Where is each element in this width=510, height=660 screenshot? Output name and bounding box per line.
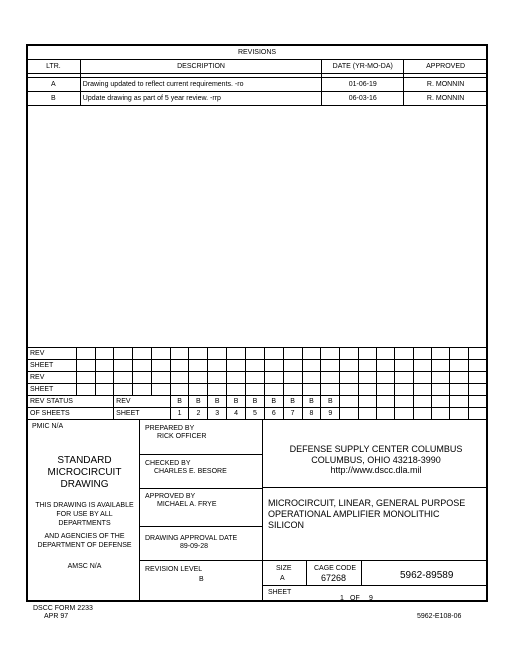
grid-cell xyxy=(151,384,170,396)
sheet-number-cell: 7 xyxy=(283,408,302,420)
grid-cell xyxy=(283,384,302,396)
revision-date: 06-03-16 xyxy=(322,92,404,106)
grid-cell xyxy=(395,384,413,396)
revision-date: 01-06-19 xyxy=(322,78,404,92)
grid-cell xyxy=(132,348,151,360)
drawing-title-line-2: OPERATIONAL AMPLIFIER MONOLITHIC xyxy=(268,509,440,519)
grid-cell xyxy=(76,384,95,396)
rev-status-value: B xyxy=(227,396,246,408)
grid-cell xyxy=(302,360,321,372)
drawing-title-line-3: SILICON xyxy=(268,520,305,530)
grid-cell xyxy=(376,348,394,360)
grid-cell xyxy=(395,360,413,372)
grid-cell xyxy=(246,384,265,396)
amsc-text: AMSC N/A xyxy=(67,563,102,570)
form-date: APR 97 xyxy=(44,613,69,620)
grid-cell xyxy=(76,348,95,360)
pmic-box xyxy=(27,419,140,602)
dwg-number: 5962-89589 xyxy=(400,570,454,581)
grid-cell xyxy=(413,408,431,420)
grid-cell xyxy=(114,360,133,372)
grid-cell xyxy=(189,384,208,396)
date-header: DATE (YR-MO-DA) xyxy=(322,60,404,74)
ltr-header: LTR. xyxy=(27,60,81,74)
grid-cell xyxy=(358,384,376,396)
cage-code-box xyxy=(306,560,362,586)
dscc-line-2: COLUMBUS, OHIO 43218-3990 xyxy=(311,455,441,465)
grid-cell xyxy=(358,396,376,408)
grid-cell xyxy=(246,360,265,372)
grid-cell xyxy=(151,360,170,372)
grid-cell xyxy=(358,408,376,420)
size-label: SIZE xyxy=(276,565,292,572)
grid-cell xyxy=(170,360,189,372)
agencies-line-2: DEPARTMENT OF DEFENSE xyxy=(37,542,132,549)
grid-cell xyxy=(246,372,265,384)
grid-cell xyxy=(395,348,413,360)
checked-label: CHECKED BY xyxy=(145,460,191,467)
standard-text: STANDARD xyxy=(57,455,112,466)
grid-cell xyxy=(76,372,95,384)
grid-cell xyxy=(302,372,321,384)
grid-rev-label: REV xyxy=(28,348,77,360)
prepared-label: PREPARED BY xyxy=(145,425,195,432)
checked-name: CHARLES E. BESORE xyxy=(154,468,227,475)
grid-cell xyxy=(468,360,486,372)
grid-cell xyxy=(376,408,394,420)
grid-cell xyxy=(358,360,376,372)
grid-cell xyxy=(413,384,431,396)
rev-status-value: B xyxy=(246,396,265,408)
grid-cell xyxy=(227,348,246,360)
revision-ltr: B xyxy=(27,92,81,106)
grid-cell xyxy=(264,384,283,396)
grid-cell xyxy=(264,372,283,384)
pmic-text: PMIC N/A xyxy=(32,423,64,430)
document-number: 5962-E108-06 xyxy=(417,613,462,620)
grid-row-rev-2 xyxy=(28,372,487,384)
grid-cell xyxy=(450,396,468,408)
dscc-url: http://www.dscc.dla.mil xyxy=(330,465,422,475)
grid-cell xyxy=(431,408,449,420)
grid-cell xyxy=(246,348,265,360)
available-line-2: FOR USE BY ALL xyxy=(56,511,113,518)
grid-cell xyxy=(151,372,170,384)
sheet-label: SHEET xyxy=(268,589,292,596)
grid-cell xyxy=(283,372,302,384)
grid-cell xyxy=(468,396,486,408)
approved-header: APPROVED xyxy=(404,60,488,74)
size-box xyxy=(262,560,307,586)
grid-row-sheet-1 xyxy=(28,360,487,372)
sheet-number-cell: 9 xyxy=(321,408,340,420)
grid-cell xyxy=(95,360,114,372)
grid-cell xyxy=(340,348,358,360)
grid-cell xyxy=(413,396,431,408)
grid-cell xyxy=(376,360,394,372)
grid-cell xyxy=(431,384,449,396)
revision-approved: R. MONNIN xyxy=(404,92,488,106)
checked-box xyxy=(139,454,263,489)
grid-cell xyxy=(114,348,133,360)
sheet-total: 9 xyxy=(369,595,373,602)
sheet-number-cell: 3 xyxy=(208,408,227,420)
grid-cell xyxy=(395,408,413,420)
revision-approved: R. MONNIN xyxy=(404,78,488,92)
sheet-number-cell: 6 xyxy=(264,408,283,420)
sheet-number-cell: 8 xyxy=(302,408,321,420)
grid-cell xyxy=(376,372,394,384)
grid-cell xyxy=(189,360,208,372)
rev-status-value: B xyxy=(302,396,321,408)
available-line-1: THIS DRAWING IS AVAILABLE xyxy=(35,502,134,509)
of-sheets-sheet-label: SHEET xyxy=(114,408,170,420)
grid-cell xyxy=(95,372,114,384)
grid-cell xyxy=(170,348,189,360)
grid-cell xyxy=(264,348,283,360)
dscc-box xyxy=(262,419,488,488)
grid-cell xyxy=(468,384,486,396)
grid-cell xyxy=(321,348,340,360)
grid-cell xyxy=(132,372,151,384)
grid-cell xyxy=(450,408,468,420)
grid-cell xyxy=(376,396,394,408)
grid-cell xyxy=(340,396,358,408)
grid-cell xyxy=(227,360,246,372)
grid-cell xyxy=(431,348,449,360)
sheet-number-cell: 5 xyxy=(246,408,265,420)
grid-cell xyxy=(170,384,189,396)
grid-cell xyxy=(450,384,468,396)
grid-row-rev-1 xyxy=(28,348,487,360)
rev-status-rev-label: REV xyxy=(114,396,170,408)
grid-cell xyxy=(95,348,114,360)
sheet-number-cell: 4 xyxy=(227,408,246,420)
grid-cell xyxy=(340,384,358,396)
grid-cell xyxy=(413,360,431,372)
available-line-3: DEPARTMENTS xyxy=(58,520,111,527)
sheet-box xyxy=(262,585,488,602)
grid-cell xyxy=(340,360,358,372)
grid-cell xyxy=(450,372,468,384)
grid-cell xyxy=(321,372,340,384)
revision-level-value: B xyxy=(199,576,204,583)
approved-name: MICHAEL A. FRYE xyxy=(157,501,217,508)
approval-date-value: 89-09-28 xyxy=(180,543,209,550)
grid-cell xyxy=(431,372,449,384)
rev-status-value: B xyxy=(283,396,302,408)
dscc-line-1: DEFENSE SUPPLY CENTER COLUMBUS xyxy=(289,444,463,454)
grid-cell xyxy=(170,372,189,384)
dwg-number-box xyxy=(361,560,488,586)
grid-cell xyxy=(95,384,114,396)
grid-cell xyxy=(189,348,208,360)
prepared-name: RICK OFFICER xyxy=(157,433,207,440)
grid-cell xyxy=(468,408,486,420)
of-sheets-label: OF SHEETS xyxy=(28,408,114,420)
revision-description: Drawing updated to reflect current requirements. -ro xyxy=(80,78,322,92)
grid-cell xyxy=(189,372,208,384)
microcircuit-text: MICROCIRCUIT xyxy=(47,467,122,478)
drawing-title-line-1: MICROCIRCUIT, LINEAR, GENERAL PURPOSE xyxy=(268,498,466,508)
sheet-number: 1 xyxy=(340,595,344,602)
description-header: DESCRIPTION xyxy=(80,60,322,74)
grid-cell xyxy=(395,372,413,384)
grid-cell xyxy=(283,360,302,372)
rev-status-grid xyxy=(27,347,487,420)
revision-level-label: REVISION LEVEL xyxy=(145,566,203,573)
grid-cell xyxy=(321,360,340,372)
revision-ltr: A xyxy=(27,78,81,92)
rev-status-value: B xyxy=(208,396,227,408)
approved-box xyxy=(139,488,263,527)
grid-cell xyxy=(302,348,321,360)
grid-cell xyxy=(151,348,170,360)
agencies-line-1: AND AGENCIES OF THE xyxy=(44,533,125,540)
cage-code-label: CAGE CODE xyxy=(314,565,357,572)
grid-cell xyxy=(468,348,486,360)
grid-sheet-label: SHEET xyxy=(28,384,77,396)
grid-cell xyxy=(302,384,321,396)
size-value: A xyxy=(280,575,285,582)
grid-cell xyxy=(208,360,227,372)
grid-cell xyxy=(413,348,431,360)
rev-status-label: REV STATUS xyxy=(28,396,114,408)
drawing-title-box xyxy=(262,487,488,561)
grid-cell xyxy=(395,396,413,408)
sheet-number-cell: 2 xyxy=(189,408,208,420)
grid-cell xyxy=(321,384,340,396)
grid-row-sheet-2 xyxy=(28,384,487,396)
grid-cell xyxy=(376,384,394,396)
grid-cell xyxy=(450,348,468,360)
grid-cell xyxy=(114,372,133,384)
grid-cell xyxy=(283,348,302,360)
grid-sheet-label: SHEET xyxy=(28,360,77,372)
grid-cell xyxy=(227,384,246,396)
grid-cell xyxy=(431,360,449,372)
grid-cell xyxy=(358,348,376,360)
rev-status-value: B xyxy=(189,396,208,408)
grid-cell xyxy=(450,360,468,372)
grid-cell xyxy=(132,360,151,372)
grid-cell xyxy=(132,384,151,396)
revisions-title: REVISIONS xyxy=(27,46,488,60)
sheet-of-label: OF xyxy=(350,595,360,602)
grid-cell xyxy=(208,348,227,360)
form-number: DSCC FORM 2233 xyxy=(33,605,93,612)
grid-row-rev-status xyxy=(28,396,487,408)
approved-label: APPROVED BY xyxy=(145,493,196,500)
cage-code-value: 67268 xyxy=(321,573,347,583)
grid-cell xyxy=(413,372,431,384)
prepared-box xyxy=(139,419,263,455)
rev-status-value: B xyxy=(170,396,189,408)
grid-cell xyxy=(76,360,95,372)
revision-description: Update drawing as part of 5 year review. -rrp xyxy=(80,92,322,106)
approval-date-label: DRAWING APPROVAL DATE xyxy=(145,535,238,542)
grid-cell xyxy=(114,384,133,396)
grid-cell xyxy=(208,384,227,396)
grid-cell xyxy=(358,372,376,384)
sheet-number-cell: 1 xyxy=(170,408,189,420)
grid-cell xyxy=(431,396,449,408)
rev-status-value: B xyxy=(321,396,340,408)
grid-cell xyxy=(340,408,358,420)
rev-status-value: B xyxy=(264,396,283,408)
grid-cell xyxy=(468,372,486,384)
grid-rev-label: REV xyxy=(28,372,77,384)
grid-cell xyxy=(208,372,227,384)
drawing-text: DRAWING xyxy=(60,479,109,490)
grid-cell xyxy=(340,372,358,384)
revision-level-box xyxy=(139,560,263,602)
grid-row-of-sheets xyxy=(28,408,487,420)
grid-cell xyxy=(227,372,246,384)
grid-cell xyxy=(264,360,283,372)
approval-date-box xyxy=(139,526,263,561)
